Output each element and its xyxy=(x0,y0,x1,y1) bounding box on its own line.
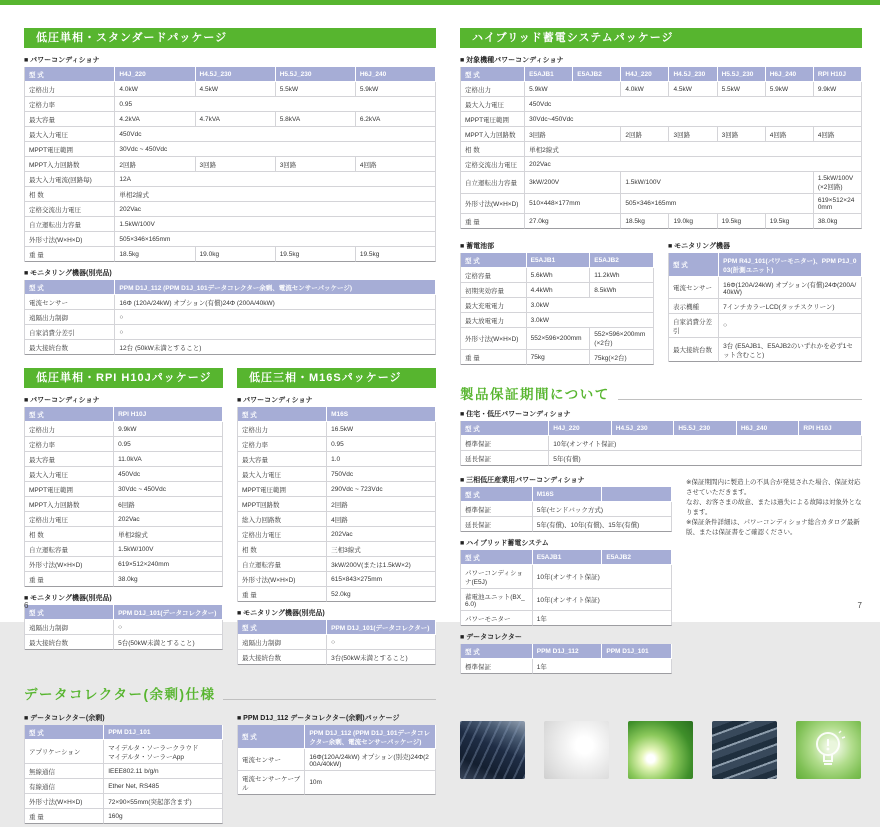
collector-warranty-table: 型 式 PPM D1J_112 PPM D1J_101 標準保証 1年 xyxy=(460,644,672,674)
subheading-power-conditioner: ■ パワーコンディショナ xyxy=(24,397,100,404)
section-standard-package xyxy=(24,28,436,355)
power-conditioner-spec-table: 型 式 H4J_220 H4.5J_230 H5.5J_230 H6J_240 定格出力 4.0kW 4.5kW 5.5kW 5.9kW 定格力率 0.95 最大容量 4.2kVA 4.7kVA 5.8kVA 6.2kVA 最大入力電圧 450Vdc MPPT電圧範囲 30Vdc ~ 450Vdc MPPT入力回路数 2回路 3回路 3回路 4回路 最大入力電流(回路毎) 12A 相 数 単相2線式 定格交流出力電圧 202Vac 自立運転出力容量 1.5kW/100V 外形寸法(W×H×D) 505×346×165mm 重 量 18.5kg 19.0kg 19.5kg 19.5kg xyxy=(24,67,436,262)
warranty-note-line: ※保証期間内に製造上の不具合が発見された場合、保証対応させていただきます。 xyxy=(686,479,861,497)
hybrid-monitoring-column xyxy=(668,235,862,365)
section-title-bar xyxy=(24,368,223,388)
lightbulb-icon xyxy=(810,729,846,771)
solar-roof-photo xyxy=(460,721,525,779)
warranty-notes xyxy=(686,469,862,538)
green-heading xyxy=(24,683,436,703)
section-title: 低圧三相・M16Sパッケージ xyxy=(249,372,402,384)
section-title-bar xyxy=(460,28,862,48)
subheading-collector: ■ データコレクター(余剰) xyxy=(24,715,105,722)
top-accent-bar xyxy=(0,0,880,5)
heading-underline xyxy=(618,399,862,400)
hybrid-warranty-table: 型 式 E5AJB1 E5AJB2 パワーコンディショナ(E5J) 10年(オンサイト保証) 蓄電池ユニット(BX_6.0) 10年(オンサイト保証) パワーモニター 1年 xyxy=(460,550,672,626)
section-rpi-package xyxy=(24,368,223,653)
power-conditioner-spec-table: 型 式 RPI H10J 定格出力 9.9kW 定格力率 0.95 最大容量 11.0kVA 最大入力電圧 450Vdc MPPT電圧範囲 30Vdc ~ 450Vdc MPPT入力回路数 6回路 定格出力電圧 202Vac 相 数 単相2線式 自立運転容量 1.5kW/100V 外形寸法(W×H×D) 619×512×240mm 重 量 38.0kg xyxy=(24,407,223,587)
photo-strip xyxy=(460,721,862,779)
page-left xyxy=(24,28,436,827)
residential-warranty-table: 型 式 H4J_220 H4.5J_230 H5.5J_230 H6J_240 RPI H10J 標準保証 10年(オンサイト保証) 延長保証 5年(有償) xyxy=(460,421,862,466)
section-title-bar xyxy=(24,28,436,48)
hand-with-monitor-photo xyxy=(544,721,609,779)
section-title: 低圧単相・RPI H10Jパッケージ xyxy=(36,372,212,384)
subheading-collector-warranty: ■ データコレクター xyxy=(460,634,522,641)
hybrid-monitoring-table: 型 式 PPM R4J_101(パワーモニター)、PPM P1J_003(計測ユニット) 電流センサー 16Φ(120A/24kW) オプション(有償)24Φ(200A/40kW) 表示機種 7インチカラーLCD(タッチスクリーン) 自家消費分差引 ○ 最大接続台数 3台 (E5AJB1、E5AJB2のいずれかを必ず1セット含むこと) xyxy=(668,253,862,362)
page-number-left: 6 xyxy=(24,601,29,610)
subheading-hybrid-warranty: ■ ハイブリッド蓄電システム xyxy=(460,540,549,547)
section-title: ハイブリッド蓄電システムパッケージ xyxy=(472,32,674,44)
subheading-monitoring: ■ モニタリング機器(別売品) xyxy=(24,595,112,602)
section-title-bar xyxy=(237,368,436,388)
subheading-power-conditioner: ■ パワーコンディショナ xyxy=(237,397,313,404)
page-number-right: 7 xyxy=(857,601,862,610)
monitoring-spec-table: 型 式 PPM D1J_101(データコレクター) 遠隔出力制御 ○ 最大接続台数 5台(50kW未満とすること) xyxy=(24,605,223,650)
warranty-note-line: なお、お客さまの故意、または過失による故障は対象外となります。 xyxy=(686,499,862,517)
green-heading xyxy=(460,383,862,403)
subheading-collector-package: ■ PPM D1J_112 データコレクター(余剰)パッケージ xyxy=(237,715,400,722)
collector-spec-table: 型 式 PPM D1J_101 アプリケーション マイデルタ・ソーラークラウド マイデルタ・ソーラーApp 無線通信 IEEE802.11 b/g/n 有線通信 Ether Net, RS485 外形寸法(W×H×D) 72×90×55mm(突起部含まず) 重 量 160g xyxy=(24,725,223,824)
green-leaves-photo xyxy=(628,721,693,779)
section-data-collector-spec xyxy=(24,683,436,827)
heading-text: 製品保証期間について xyxy=(460,387,610,402)
monitoring-spec-table: 型 式 PPM D1J_112 (PPM D1J_101データコレクター余剰、電流センサーパッケージ) 電流センサー 16Φ (120A/24kW) オプション(有償)24Φ (200A/40kW) 遠隔出力制御 ○ 自家消費分差引 ○ 最大接続台数 12台 (50kW未満とすること) xyxy=(24,280,436,355)
power-conditioner-spec-table: 型 式 M16S 定格出力 16.5kW 定格力率 0.95 最大容量 1.0 最大入力電圧 750Vdc MPPT電圧範囲 290Vdc ~ 723Vdc MPPT回路数 2回路 総入力回路数 4回路 定格出力電圧 202Vac 相 数 三相3線式 自立運転容量 3kW/200V(または1.5kW×2) 外形寸法(W×H×D) 615×843×275mm 重 量 52.0kg xyxy=(237,407,436,602)
collector-package-table: 型 式 PPM D1J_112 (PPM D1J_101データコレクター余剰、電流センサーパッケージ) 電流センサー 16Φ(120A/24kW) オプション(別売)24Φ(200A/40kW) 電流センサーケーブル 10m xyxy=(237,725,436,795)
heading-underline xyxy=(223,699,436,700)
subheading-battery: ■ 蓄電池部 xyxy=(460,243,495,250)
target-models-spec-table: 型 式 E5AJB1 E5AJB2 H4J_220 H4.5J_230 H5.5J_230 H6J_240 RPI H10J 定格出力 5.9kW 4.0kW 4.5kW 5.5kW 5.9kW 9.9kW 最大入力電圧 450Vdc MPPT電圧範囲 30Vdc~450Vdc MPPT入力回路数 3回路 2回路 3回路 3回路 4回路 4回路 相 数 単相2線式 定格交流出力電圧 202Vac 自立運転出力容量 3kW/200V 1.5kW/100V 1.5kW/100V(×2回路) 外形寸法(W×H×D) 510×448×177mm 505×346×165mm 619×512×240mm 重 量 27.0kg 18.5kg 19.0kg 19.5kg 19.5kg 38.0kg xyxy=(460,67,862,229)
battery-spec-table: 型 式 E5AJB1 E5AJB2 定格容量 5.6kWh 11.2kWh 初期実効容量 4.4kWh 8.5kWh 最大充電電力 3.0kW 最大放電電力 3.0kW 外形寸法(W×H×D) 552×596×200mm 552×596×200mm(×2台) 重 量 75kg 75kg(×2台) xyxy=(460,253,654,365)
heading-text: データコレクター(余剰)仕様 xyxy=(24,687,216,702)
warranty-tables-column xyxy=(460,469,672,677)
section-m16s-package xyxy=(237,368,436,668)
warranty-note-line: ※保証条件詳細は、パワーコンディショナ総合カタログ最新版、または保証書をご確認ください。 xyxy=(686,519,860,537)
solar-array-photo xyxy=(712,721,777,779)
three-phase-warranty-table: 型 式 M16S 標準保証 5年(センドバック方式) 延長保証 5年(有償)、10年(有償)、15年(有償) xyxy=(460,487,672,532)
section-hybrid-package xyxy=(460,28,862,368)
subheading-target-models: ■ 対象機種パワーコンディショナ xyxy=(460,57,564,64)
subheading-monitoring: ■ モニタリング機器(別売品) xyxy=(237,610,325,617)
collector-right-column xyxy=(237,707,436,798)
collector-left-column xyxy=(24,707,223,827)
eco-lightbulb-photo xyxy=(796,721,861,779)
subheading-monitoring: ■ モニタリング機器(別売品) xyxy=(24,270,112,277)
monitoring-spec-table: 型 式 PPM D1J_101(データコレクター) 遠隔出力制御 ○ 最大接続台数 3台(50kW未満とすること) xyxy=(237,620,436,665)
subheading-monitoring: ■ モニタリング機器 xyxy=(668,243,731,250)
subheading-power-conditioner: ■ パワーコンディショナ xyxy=(24,57,100,64)
battery-column xyxy=(460,235,654,368)
subheading-residential-warranty: ■ 住宅・低圧パワーコンディショナ xyxy=(460,411,571,418)
page-right xyxy=(460,28,862,779)
subheading-three-phase-warranty: ■ 三相低圧産業用パワーコンディショナ xyxy=(460,477,585,484)
section-warranty xyxy=(460,383,862,677)
section-title: 低圧単相・スタンダードパッケージ xyxy=(36,32,228,44)
